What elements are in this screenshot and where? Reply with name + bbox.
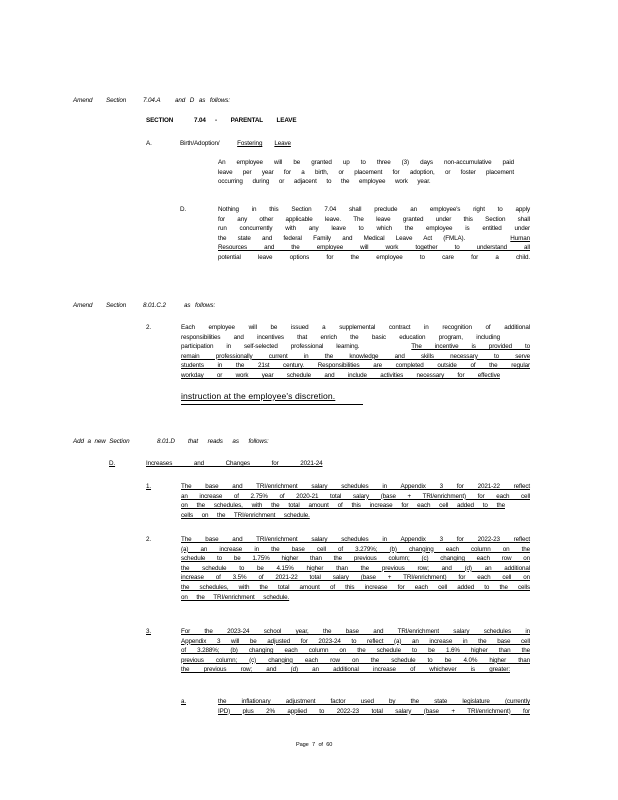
item-a-heading: Birth/Adoption/ Fostering Leave (180, 140, 291, 147)
item-d-paragraph (218, 205, 530, 263)
p3-line: the previous row; and (d) an additional increase of whichever is greater: (181, 666, 510, 674)
item-d-line: Nothing in this Section 7.04 shall preclude an employee's right to apply (218, 206, 530, 213)
amend2-section-number: 8.01.C.2 (143, 302, 166, 309)
amend-section-number: 7.04.A (143, 97, 161, 104)
p2-line: the schedules, with the total amount of this increase for each cell added to the cells (181, 583, 530, 591)
p1-line: an increase of 2.75% of 2020-21 total salary (base + TRI/enrichment) for each cell (181, 492, 530, 500)
item-a-line: leave per year for a birth, or placement for adoption, or foster placement (218, 168, 514, 176)
add-section-label: Add a new Section (73, 438, 130, 445)
section-label: SECTION (146, 117, 174, 124)
item-D-letter: D. (109, 460, 116, 467)
item-2-line: students in the 21st century. Responsibilities are completed outside of the regular (181, 362, 530, 370)
item-d-line: run concurrently with any leave to which the employee is entitled under (218, 225, 530, 233)
item-2-line-incentive: participation in self-selected professional learning. The incentive is provided to (181, 343, 530, 351)
item-2-line: workday or work year schedule and include activities necessary for effective (181, 371, 500, 379)
item-d-line: for any other applicable leave. The leave granted under this Section shall (218, 215, 530, 223)
amend-section-word: Section (106, 97, 127, 104)
item-a-letter: A. (146, 140, 152, 147)
item-2-incentive: The incentive is provided to (411, 343, 530, 351)
p3-paragraph (181, 627, 530, 675)
sub-a-line: the inflationary adjustment factor used by the state legislature (currently (218, 698, 530, 705)
section-title: - PARENTAL LEAVE (215, 117, 297, 124)
item-d-line: Resources and the employee will work together to understand all (218, 244, 530, 252)
amend2-section-word: Section (106, 302, 127, 309)
p1-line: cells on the TRI/enrichment schedule. (181, 511, 310, 519)
item-2-line: remain professionally current in the knowledge and skills necessary to serve (181, 352, 530, 360)
sub-a-line: IPD) plus 2% applied to 2022-23 total salary (base + TRI/enrichment) for (218, 707, 530, 715)
item-a-paragraph (218, 158, 514, 187)
p2-line: increase of 3.5% of 2021-22 total salary (base + TRI/enrichment) for each cell on (181, 574, 530, 582)
p3-number: 3. (146, 628, 152, 635)
item-d-human: Human (510, 234, 530, 242)
item-a-heading-underlined: Fostering (237, 140, 263, 147)
amend-label: Amend (73, 97, 93, 104)
item-a-line: An employee will be granted up to three (3) days non-accumulative paid (218, 159, 514, 166)
p2-line: schedule to be 1.75% higher than the previous column; (c) changing each row on (181, 555, 530, 563)
sub-a-letter: a. (181, 698, 187, 705)
p2-paragraph (181, 535, 530, 602)
amend2-label: Amend (73, 302, 93, 309)
amend-rest: and D as follows: (175, 97, 230, 104)
p1-line: The base and TRI/enrichment salary schedules in Appendix 3 for 2021-22 reflect (181, 483, 530, 490)
item-2-number: 2. (146, 324, 152, 331)
p1-number: 1. (146, 483, 152, 490)
sub-a-paragraph (218, 697, 530, 716)
item-2-line: Each employee will be issued a supplemental contract in recognition of additional (181, 324, 530, 331)
item-2-paragraph (181, 323, 530, 381)
p2-line: the schedule to be 4.15% higher than the previous row; and (d) an additional (181, 564, 530, 572)
page-footer: Page 7 of 60 (296, 742, 333, 748)
p2-line: (a) an increase in the base cell of 3.279%; (b) changing each column on the (181, 545, 530, 553)
item-D-title: Increases and Changes for 2021-24 (146, 460, 323, 467)
p2-line: on the TRI/enrichment schedule. (181, 593, 290, 601)
add-section-number: 8.01.D (157, 438, 175, 445)
item-d-line-fmla: the state and federal Family and Medical Leave Act (FMLA). Human (218, 234, 530, 242)
item-d-line: potential leave options for the employee to care for a child. (218, 253, 530, 261)
item-a-heading-leave: Leave (274, 140, 291, 147)
p3-line: Appendix 3 will be adjusted for 2023-24 to reflect (a) an increase in the base cell (181, 637, 530, 645)
discretion-underline (181, 404, 363, 405)
item-a-line: occurring during or adjacent to the employee work year. (218, 178, 431, 186)
p3-line: For the 2023-24 school year, the base and TRI/enrichment salary schedules in (181, 628, 530, 635)
p2-line: The base and TRI/enrichment salary schedules in Appendix 3 for 2022-23 reflect (181, 536, 530, 543)
item-2-discretion: instruction at the employee's discretion. (181, 391, 336, 401)
item-d-letter: D. (180, 206, 187, 213)
add-section-rest: that reads as follows: (188, 438, 269, 445)
p3-line: of 3.288%; (b) changing each column on the schedule to be 1.6% higher than the (181, 647, 530, 655)
item-2-line: responsibilities and incentives that enrich the basic education program, including (181, 333, 500, 341)
amend2-rest: as follows: (184, 302, 216, 309)
p1-line: on the schedules, with the total amount of this increase for each cell added to the (181, 502, 505, 510)
section-number: 7.04 (194, 117, 206, 124)
p1-paragraph (181, 482, 530, 520)
p3-line: previous column; (c) changing each row on the schedule to be 4.0% higher than (181, 656, 530, 664)
p2-number: 2. (146, 536, 152, 543)
